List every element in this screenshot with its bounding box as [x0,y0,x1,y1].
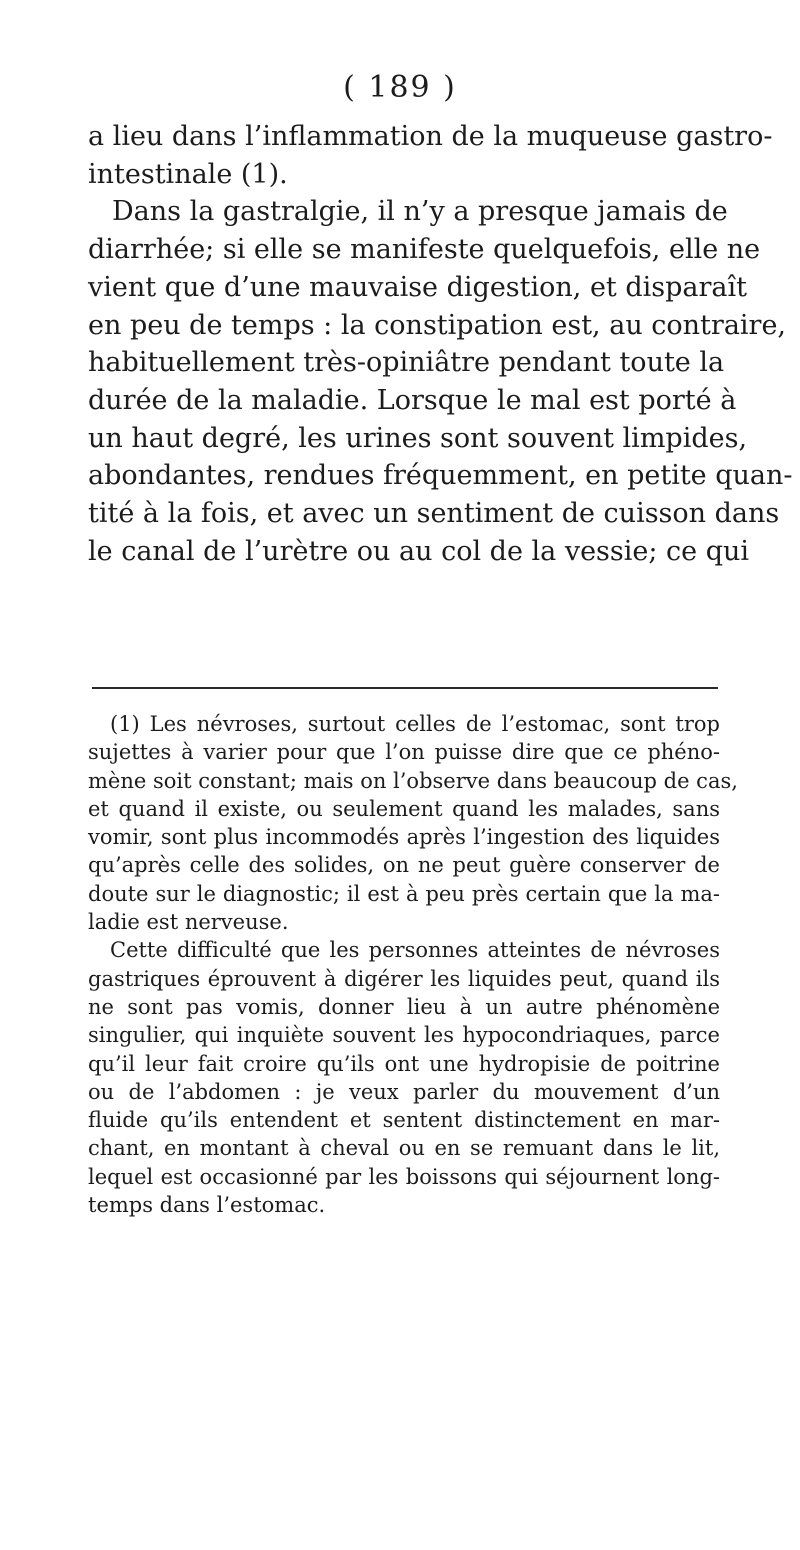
text-line: un haut degré, les urines sont souvent limpides, [88,422,748,454]
text-line: abondantes, rendues fréquemment, en petite quan- [88,460,793,492]
footnote-line: ladie est nerveuse. [88,910,289,935]
footnote-line: et quand il existe, ou seulement quand les malades, sans [88,796,720,821]
footnote-line: sujettes à varier pour que l’on puisse dire que ce phéno- [88,740,720,765]
footnote-line: chant, en montant à cheval ou en se remuant dans le lit, [88,1136,720,1161]
text-line: habituellement très-opiniâtre pendant toute la [88,347,725,379]
footnote-line: ou de l’abdomen : je veux parler du mouvement d’un [88,1079,720,1104]
page-number: ( 189 ) [343,70,457,105]
footnote-line: (1) Les névroses, surtout celles de l’estomac, sont trop [110,712,720,736]
footnote [88,710,738,1219]
footnote-line: gastriques éprouvent à digérer les liquides peut, quand ils [88,966,720,991]
text-line: intestinale (1). [88,158,288,190]
footnote-divider [92,687,718,689]
footnote-line: fluide qu’ils entendent et sentent distinctement en mar- [88,1108,720,1133]
footnote-line: lequel est occasionné par les boissons qui séjournent long- [88,1164,720,1189]
main-text [88,118,793,570]
footnote-line: temps dans l’estomac. [88,1193,326,1218]
footnote-line: singulier, qui inquiète souvent les hypocondriaques, parce [88,1023,720,1048]
footnote-line: Cette difficulté que les personnes atteintes de névroses [110,938,720,963]
text-line: vient que d’une mauvaise digestion, et disparaît [88,271,748,303]
text-line: Dans la gastralgie, il n’y a presque jamais de [112,196,728,228]
footnote-line: qu’après celle des solides, on ne peut guère conserver de [88,853,720,878]
footnote-line: vomir, sont plus incommodés après l’ingestion des liquides [88,825,720,850]
footnote-line: ne sont pas vomis, donner lieu à un autre phénomène [88,994,720,1019]
text-line: en peu de temps : la constipation est, au contraire, [88,309,787,341]
text-line: tité à la fois, et avec un sentiment de cuisson dans [88,498,780,530]
text-line: le canal de l’urètre ou au col de la vessie; ce qui [88,535,750,567]
text-line: diarrhée; si elle se manifeste quelquefois, elle ne [88,234,761,266]
text-line: durée de la maladie. Lorsque le mal est porté à [88,384,737,416]
text-line: a lieu dans l’inflammation de la muqueuse gastro- [88,121,773,152]
footnote-line: doute sur le diagnostic; il est à peu près certain que la ma- [88,881,720,906]
footnote-line: qu’il leur fait croire qu’ils ont une hydropisie de poitrine [88,1051,720,1076]
footnote-line: mène soit constant; mais on l’observe dans beaucoup de cas, [88,768,738,793]
